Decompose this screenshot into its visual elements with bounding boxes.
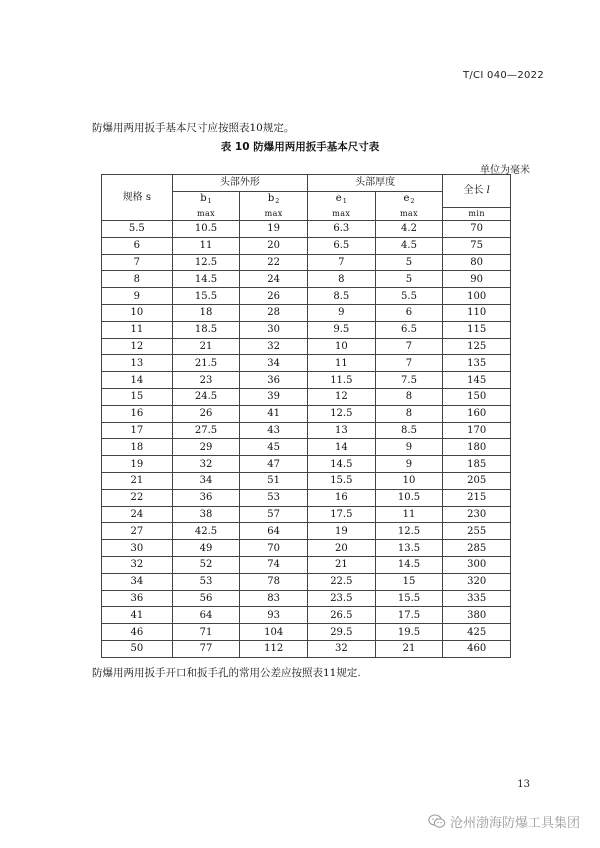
cell-b2: 19 [240,221,308,238]
cell-length: 285 [443,540,511,557]
table-row [102,405,511,422]
cell-length: 80 [443,254,511,271]
cell-e1: 15.5 [308,472,376,489]
table-row [102,221,511,238]
cell-spec: 30 [102,540,173,557]
cell-spec: 21 [102,472,173,489]
cell-b1: 29 [172,439,240,456]
cell-b1: 18.5 [172,321,240,338]
cell-b1: 52 [172,556,240,573]
cell-b1: 11 [172,237,240,254]
cell-e2: 6.5 [375,321,443,338]
table-row [102,540,511,557]
cell-spec: 41 [102,607,173,624]
cell-length: 460 [443,640,511,657]
cell-b2: 53 [240,489,308,506]
document-code: T/CI 040—2022 [462,70,544,81]
cell-e2: 9 [375,456,443,473]
cell-e1: 8.5 [308,288,376,305]
header-e2: $e_2$ [375,191,443,208]
cell-spec: 6 [102,237,173,254]
cell-b1: 64 [172,607,240,624]
table-row [102,489,511,506]
cell-e1: 6.3 [308,221,376,238]
cell-spec: 10 [102,304,173,321]
cell-spec: 12 [102,338,173,355]
table-row [102,338,511,355]
cell-spec: 15 [102,388,173,405]
cell-b1: 49 [172,540,240,557]
cell-e2: 8.5 [375,422,443,439]
table-row [102,624,511,641]
cell-e1: 11.5 [308,372,376,389]
cell-e2: 7.5 [375,372,443,389]
cell-b1: 14.5 [172,271,240,288]
cell-e1: 22.5 [308,573,376,590]
table-row [102,271,511,288]
cell-spec: 5.5 [102,221,173,238]
dimension-table [101,174,511,658]
cell-e2: 10 [375,472,443,489]
cell-length: 230 [443,506,511,523]
cell-e2: 7 [375,355,443,372]
cell-b2: 57 [240,506,308,523]
cell-b1: 26 [172,405,240,422]
cell-e1: 9.5 [308,321,376,338]
cell-b2: 112 [240,640,308,657]
cell-b2: 104 [240,624,308,641]
table-row [102,304,511,321]
after-paragraph: 防爆用两用扳手开口和扳手孔的常用公差应按照表11规定. [92,667,361,679]
table-row [102,237,511,254]
cell-length: 90 [443,271,511,288]
cell-length: 425 [443,624,511,641]
table-row [102,506,511,523]
cell-spec: 9 [102,288,173,305]
cell-b2: 32 [240,338,308,355]
cell-spec: 17 [102,422,173,439]
cell-b1: 21.5 [172,355,240,372]
cell-spec: 22 [102,489,173,506]
header-b2-max: max [240,208,308,221]
cell-b2: 45 [240,439,308,456]
cell-e2: 5 [375,254,443,271]
cell-length: 135 [443,355,511,372]
unit-note: 单位为毫米 [480,165,530,176]
cell-e1: 20 [308,540,376,557]
cell-b2: 22 [240,254,308,271]
header-spec: 规格 s [102,175,173,221]
cell-e2: 6 [375,304,443,321]
cell-e1: 32 [308,640,376,657]
header-head-outer: 头部外形 [172,175,307,192]
cell-b1: 36 [172,489,240,506]
cell-e2: 4.5 [375,237,443,254]
table-row [102,321,511,338]
watermark-text: 沧州渤海防爆工具集团 [449,816,580,831]
cell-b2: 24 [240,271,308,288]
cell-b2: 28 [240,304,308,321]
cell-e2: 10.5 [375,489,443,506]
header-e2-max: max [375,208,443,221]
cell-e1: 13 [308,422,376,439]
cell-b1: 10.5 [172,221,240,238]
cell-e2: 17.5 [375,607,443,624]
cell-spec: 34 [102,573,173,590]
table-row [102,288,511,305]
table-row [102,556,511,573]
cell-b2: 30 [240,321,308,338]
cell-e1: 29.5 [308,624,376,641]
cell-b1: 34 [172,472,240,489]
cell-b2: 78 [240,573,308,590]
cell-e1: 21 [308,556,376,573]
wechat-icon [428,814,446,829]
cell-length: 125 [443,338,511,355]
cell-b1: 56 [172,590,240,607]
cell-length: 380 [443,607,511,624]
cell-b1: 18 [172,304,240,321]
cell-b2: 39 [240,388,308,405]
cell-b2: 36 [240,372,308,389]
table-row [102,607,511,624]
cell-e1: 17.5 [308,506,376,523]
table-row [102,439,511,456]
cell-e2: 7 [375,338,443,355]
cell-length: 145 [443,372,511,389]
cell-e2: 5 [375,271,443,288]
cell-length: 320 [443,573,511,590]
cell-b1: 77 [172,640,240,657]
cell-b2: 93 [240,607,308,624]
cell-spec: 36 [102,590,173,607]
cell-b1: 32 [172,456,240,473]
cell-e2: 14.5 [375,556,443,573]
cell-length: 335 [443,590,511,607]
cell-b1: 12.5 [172,254,240,271]
cell-length: 185 [443,456,511,473]
cell-e1: 14.5 [308,456,376,473]
cell-b1: 23 [172,372,240,389]
table-row [102,590,511,607]
cell-b1: 42.5 [172,523,240,540]
cell-spec: 8 [102,271,173,288]
table-row [102,523,511,540]
cell-length: 100 [443,288,511,305]
header-b1-max: max [172,208,240,221]
cell-spec: 50 [102,640,173,657]
cell-e1: 8 [308,271,376,288]
header-head-thickness: 头部厚度 [308,175,443,192]
cell-length: 255 [443,523,511,540]
cell-e1: 12 [308,388,376,405]
cell-e1: 11 [308,355,376,372]
cell-b1: 21 [172,338,240,355]
cell-length: 180 [443,439,511,456]
cell-b1: 27.5 [172,422,240,439]
cell-e1: 6.5 [308,237,376,254]
table-row [102,640,511,657]
cell-spec: 24 [102,506,173,523]
table-row [102,388,511,405]
intro-paragraph: 防爆用两用扳手基本尺寸应按照表10规定。 [92,122,295,134]
cell-e1: 10 [308,338,376,355]
table-row [102,355,511,372]
cell-length: 150 [443,388,511,405]
cell-b1: 15.5 [172,288,240,305]
header-b2: $b_2$ [240,191,308,208]
cell-e1: 23.5 [308,590,376,607]
watermark [428,812,580,831]
cell-length: 70 [443,221,511,238]
cell-length: 160 [443,405,511,422]
cell-length: 205 [443,472,511,489]
cell-spec: 46 [102,624,173,641]
cell-e2: 8 [375,388,443,405]
cell-b2: 64 [240,523,308,540]
cell-length: 110 [443,304,511,321]
cell-e2: 9 [375,439,443,456]
cell-e1: 12.5 [308,405,376,422]
cell-spec: 16 [102,405,173,422]
length-symbol: l [486,185,490,196]
header-e1-max: max [308,208,376,221]
cell-e1: 9 [308,304,376,321]
cell-e2: 13.5 [375,540,443,557]
cell-b1: 71 [172,624,240,641]
cell-length: 115 [443,321,511,338]
cell-e2: 11 [375,506,443,523]
cell-e1: 26.5 [308,607,376,624]
cell-b1: 24.5 [172,388,240,405]
page-number: 13 [517,779,530,790]
cell-e2: 12.5 [375,523,443,540]
table-row [102,573,511,590]
cell-e2: 8 [375,405,443,422]
cell-b2: 70 [240,540,308,557]
cell-spec: 11 [102,321,173,338]
cell-spec: 7 [102,254,173,271]
table-row [102,372,511,389]
table-row [102,254,511,271]
table-row [102,456,511,473]
cell-b2: 47 [240,456,308,473]
cell-spec: 27 [102,523,173,540]
cell-spec: 32 [102,556,173,573]
cell-e2: 21 [375,640,443,657]
cell-length: 300 [443,556,511,573]
cell-spec: 14 [102,372,173,389]
cell-spec: 13 [102,355,173,372]
cell-e1: 7 [308,254,376,271]
cell-e2: 4.2 [375,221,443,238]
cell-e2: 15.5 [375,590,443,607]
cell-b2: 51 [240,472,308,489]
header-b1: $b_1$ [172,191,240,208]
cell-e1: 19 [308,523,376,540]
cell-length: 215 [443,489,511,506]
cell-b2: 74 [240,556,308,573]
cell-b2: 20 [240,237,308,254]
table-body [102,221,511,658]
cell-b2: 83 [240,590,308,607]
cell-e2: 19.5 [375,624,443,641]
cell-spec: 18 [102,439,173,456]
cell-b1: 53 [172,573,240,590]
cell-e1: 16 [308,489,376,506]
cell-length: 170 [443,422,511,439]
cell-b1: 38 [172,506,240,523]
cell-b2: 43 [240,422,308,439]
header-length-min: min [443,208,511,221]
header-row-groups [102,175,511,192]
cell-spec: 19 [102,456,173,473]
header-e1: $e_1$ [308,191,376,208]
header-total-length: 全长 l [443,175,511,208]
cell-b2: 41 [240,405,308,422]
cell-e2: 5.5 [375,288,443,305]
table-row [102,472,511,489]
cell-length: 75 [443,237,511,254]
cell-e2: 15 [375,573,443,590]
cell-e1: 14 [308,439,376,456]
table-row [102,422,511,439]
cell-b2: 34 [240,355,308,372]
table-title: 表 10 防爆用两用扳手基本尺寸表 [220,141,380,153]
cell-b2: 26 [240,288,308,305]
